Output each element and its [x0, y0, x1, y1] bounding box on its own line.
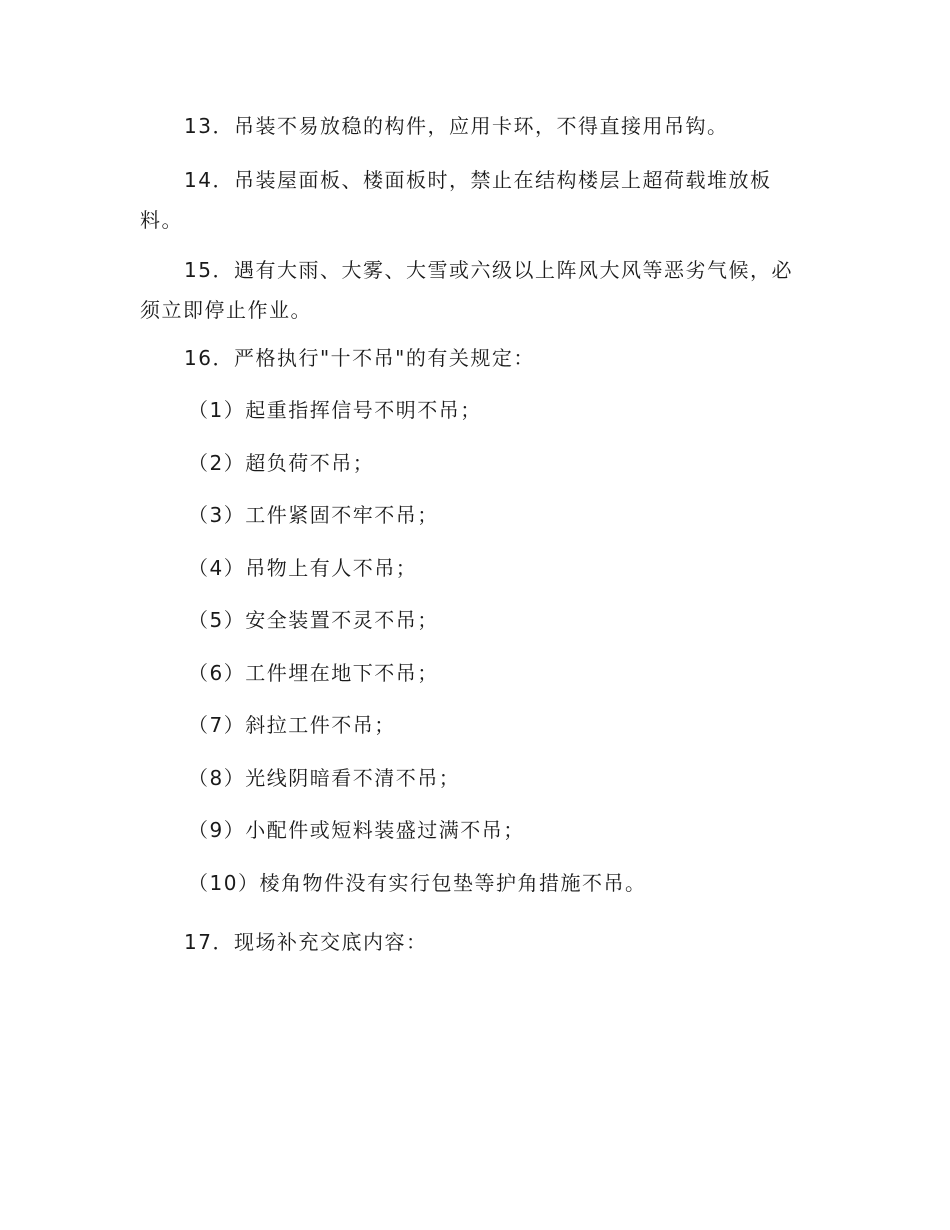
rule-item-5: （5）安全装置不灵不吊； — [188, 608, 439, 632]
rule-item-4: （4）吊物上有人不吊； — [188, 556, 418, 580]
rule-item-8: （8）光线阴暗看不清不吊； — [188, 766, 461, 790]
rule-item-3: （3）工件紧固不牢不吊； — [188, 503, 439, 527]
rule-item-6: （6）工件埋在地下不吊； — [188, 661, 439, 685]
clause-16: 16．严格执行"十不吊"的有关规定： — [184, 346, 535, 370]
clause-13: 13．吊装不易放稳的构件，应用卡环，不得直接用吊钩。 — [184, 114, 729, 138]
rule-item-10: （10）棱角物件没有实行包垫等护角措施不吊。 — [188, 871, 647, 895]
clause-17: 17．现场补充交底内容： — [184, 930, 428, 954]
rule-item-2: （2）超负荷不吊； — [188, 451, 375, 475]
clause-15: 15．遇有大雨、大雾、大雪或六级以上阵风大风等恶劣气候，必须立即停止作业。 — [140, 258, 793, 322]
rule-item-9: （9）小配件或短料装盛过满不吊； — [188, 818, 525, 842]
clause-14: 14．吊装屋面板、楼面板时，禁止在结构楼层上超荷载堆放板料。 — [140, 168, 772, 232]
rule-item-1: （1）起重指挥信号不明不吊； — [188, 398, 482, 422]
rule-item-7: （7）斜拉工件不吊； — [188, 713, 396, 737]
